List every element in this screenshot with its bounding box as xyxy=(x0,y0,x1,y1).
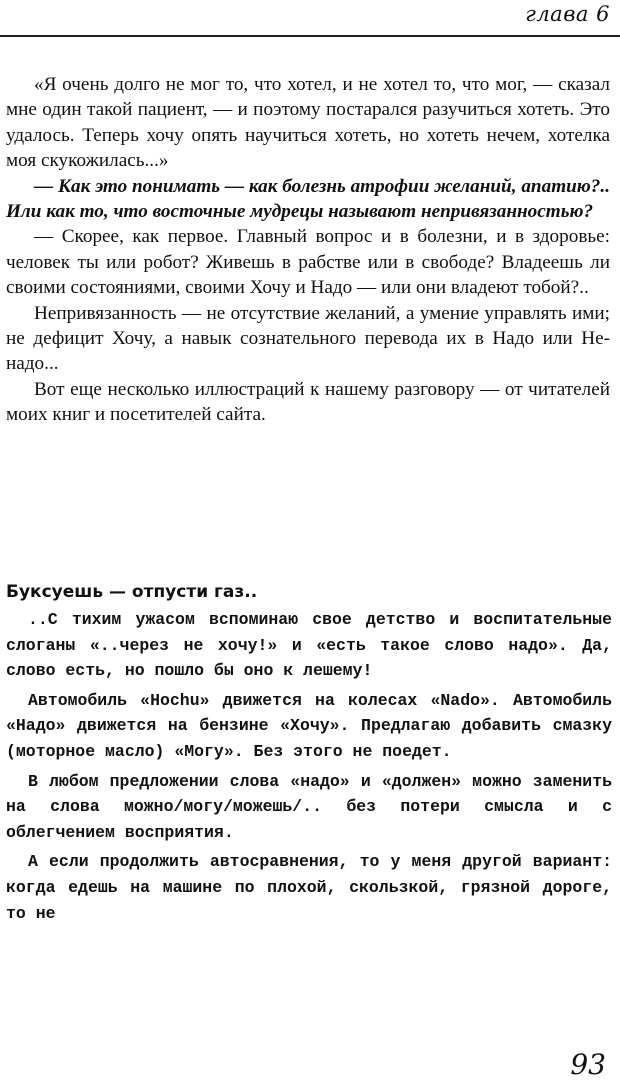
paragraph-answer: — Скорее, как первое. Главный вопрос и в болезни, и в здоровье: человек ты или робот? Живешь в рабстве или в свободе? Владеешь ли своими состояниями, своими Хочу и Надо — или они владеют тобой?.. xyxy=(6,226,610,299)
main-text xyxy=(6,72,610,428)
letter-paragraph: В любом предложении слова «надо» и «должен» можно заменить на слова можно/могу/можешь/.. без потери смысла и с облегчением восприятия. xyxy=(6,771,612,842)
letter-title: Буксуешь — отпусти газ.. xyxy=(6,582,258,602)
paragraph-quote-patient: «Я очень долго не мог то, что хотел, и не хотел то, что мог, — сказал мне один такой пациент, — и поэтому постарался разучиться хотеть. Это удалось. Теперь хочу опять научиться хотеть, но хотеть нечем, хотелка моя скукожилась...» xyxy=(6,74,610,172)
reader-letter xyxy=(6,580,612,926)
paragraph-non-attachment: Непривязанность — не отсутствие желаний, а умение управлять ими; не дефицит Хочу, а навык сознательного перевода их в Надо или Не-надо... xyxy=(6,302,610,375)
paragraph-illustrations-intro: Вот еще несколько иллюстраций к нашему разговору — от читателей моих книг и посетителей сайта. xyxy=(6,378,610,426)
page-number: 93 xyxy=(570,1048,606,1081)
letter-paragraph: Автомобиль «Hochu» движется на колесах «Nado». Автомобиль «Надо» движется на бензине «Хочу». Предлагаю добавить смазку (моторное масло) «Могу». Без этого не поедет. xyxy=(6,690,612,761)
running-head: глава 6 xyxy=(525,2,610,26)
header-rule xyxy=(0,35,620,37)
letter-paragraph: ..С тихим ужасом вспоминаю свое детство и воспитательные слоганы «..через не хочу!» и «есть такое слово надо». Да, слово есть, но пошло бы оно к лешему! xyxy=(6,610,612,681)
letter-paragraph: А если продолжить автосравнения, то у меня другой вариант: когда едешь на машине по плохой, скользкой, грязной дороге, то не xyxy=(6,852,612,923)
paragraph-question: — Как это понимать — как болезнь атрофии желаний, апатию?.. Или как то, что восточные мудрецы называют непривязанностью? xyxy=(6,175,610,223)
